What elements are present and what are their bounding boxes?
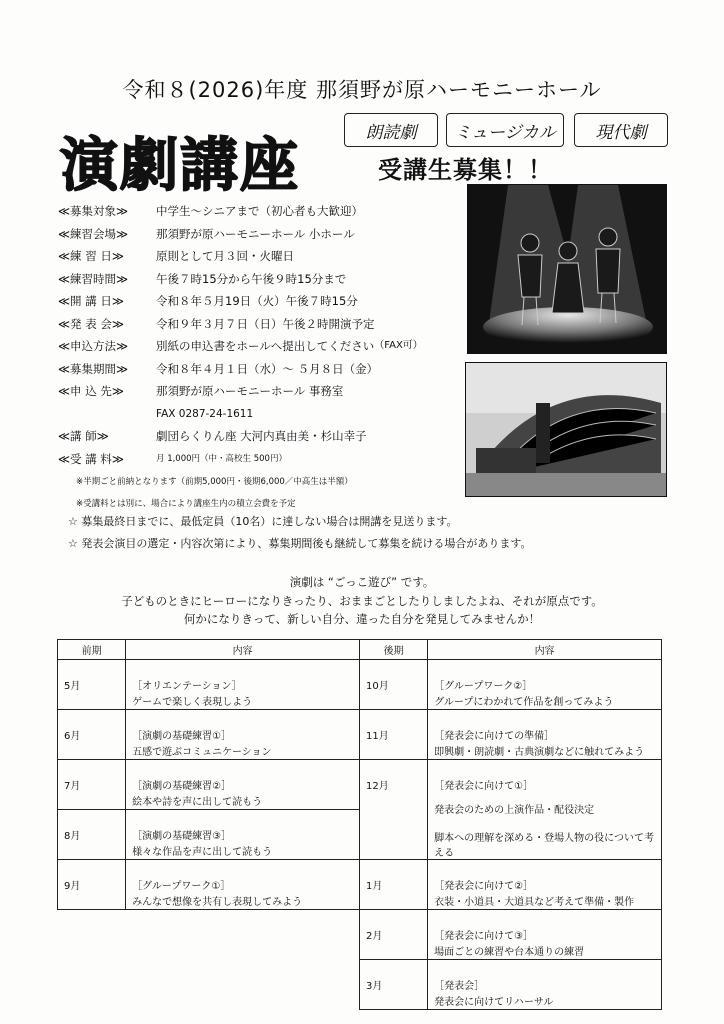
- info-row: [58, 425, 468, 448]
- second-half-header: 後期: [359, 640, 427, 660]
- session-title: ［発表会に向けての準備］: [434, 731, 555, 742]
- fax-number: FAX 0287-24-1611: [156, 407, 254, 420]
- content-cell: [126, 810, 360, 860]
- info-label: ≪開 講 日≫: [58, 294, 124, 308]
- stage-illustration: [467, 184, 667, 354]
- continued-recruitment-notice: ☆ 発表会演目の選定・内容次第により、募集期間後も継続して募集を続ける場合があります。: [68, 537, 532, 550]
- main-title: 演劇講座: [60, 131, 301, 199]
- content-cell: [428, 660, 662, 710]
- info-fax-ok: （FAX可）: [374, 340, 423, 351]
- info-label: ≪講 師≫: [58, 429, 109, 443]
- session-title: ［グループワーク①］: [132, 881, 231, 892]
- session-desc: 五感で遊ぶコミュニケーション: [132, 747, 272, 758]
- recruitment-subtitle: 受講生募集！！: [378, 156, 553, 184]
- info-row: [58, 313, 468, 336]
- table-row: [58, 760, 662, 810]
- session-title: ［発表会］: [434, 981, 485, 992]
- info-value: 令和９年３月７日（日）午後２時開演予定: [156, 316, 375, 331]
- info-label: ≪申込方法≫: [58, 339, 129, 353]
- info-row: [58, 335, 468, 358]
- table-row: [58, 660, 662, 710]
- session-title: ［演劇の基礎練習②］: [132, 781, 232, 792]
- session-desc: ゲームで楽しく表現しよう: [132, 697, 253, 708]
- genre-badge-rodokugeki: 朗読劇: [344, 113, 438, 147]
- month-cell: 6月: [58, 710, 126, 760]
- info-row: [58, 380, 468, 403]
- session-title: ［発表会に向けて①］: [434, 781, 534, 792]
- session-desc: 絵本や詩を声に出して読もう: [132, 797, 263, 808]
- session-desc: 即興劇・朗読劇・古典演劇などに触れてみよう: [434, 747, 645, 758]
- actors-on-stage-image: [468, 185, 666, 353]
- info-label: ≪募集対象≫: [58, 204, 129, 218]
- info-row: [58, 290, 468, 313]
- session-desc: 衣装・小道具・大道具など考えて準備・製作: [434, 897, 635, 908]
- table-row: [58, 910, 662, 960]
- month-cell: 2月: [359, 910, 427, 960]
- hall-photo: [465, 362, 667, 497]
- content-cell: [126, 860, 360, 910]
- session-title: ［発表会に向けて③］: [434, 931, 534, 942]
- session-desc: グループにわかれて作品を創ってみよう: [434, 697, 614, 708]
- info-label: [58, 403, 156, 426]
- info-value: 劇団らくりん座 大河内真由美・杉山幸子: [156, 429, 367, 443]
- extra-fee-note: ※受講料とは別に、場合により講座生内の積立会費を予定: [76, 498, 296, 509]
- header-title-line: 令和８(2026)年度 那須野が原ハーモニーホール: [122, 78, 602, 102]
- info-row: [58, 268, 468, 291]
- session-desc: 発表会のための上演作品・配役決定: [434, 805, 595, 816]
- content-cell: [428, 710, 662, 760]
- info-value: 午後７時15分から午後９時15分まで: [156, 271, 347, 286]
- content-cell: [428, 910, 662, 960]
- session-title: ［発表会に向けて②］: [434, 881, 534, 892]
- session-title: ［オリエンテーション］: [132, 681, 242, 692]
- month-cell: 12月: [359, 760, 427, 860]
- info-label: ≪練習時間≫: [58, 271, 129, 286]
- info-label: ≪練習会場≫: [58, 226, 129, 241]
- info-label: ≪発 表 会≫: [58, 316, 124, 331]
- empty-cell: [58, 910, 126, 960]
- session-desc: 様々な作品を声に出して読もう: [132, 847, 273, 858]
- genre-badge-gendaigeki: 現代劇: [574, 113, 668, 147]
- lead-line-1: 子どものときにヒーローになりきったり、おままごとしたりしましたよね、それが原点です。: [121, 594, 603, 608]
- month-cell: 7月: [58, 760, 126, 810]
- content-cell: [126, 710, 360, 760]
- content-header: 内容: [126, 640, 360, 660]
- info-value: 那須野が原ハーモニーホール 事務室: [156, 384, 344, 398]
- info-row: [58, 403, 468, 426]
- schedule-header-row: [58, 640, 662, 660]
- session-desc: 場面ごとの練習や台本通りの練習: [434, 947, 585, 958]
- table-row: [58, 710, 662, 760]
- month-cell: 11月: [359, 710, 427, 760]
- info-row: [58, 200, 468, 223]
- info-value: 令和８年４月１日（水）～ ５月８日（金）: [156, 361, 379, 376]
- info-label: ≪募集期間≫: [58, 361, 129, 376]
- month-cell: 9月: [58, 860, 126, 910]
- harmony-hall-building-image: [466, 363, 666, 496]
- month-cell: 1月: [359, 860, 427, 910]
- content-cell: [428, 960, 662, 1010]
- content-cell: [126, 660, 360, 710]
- table-row: [58, 960, 662, 1010]
- month-cell: 5月: [58, 660, 126, 710]
- month-cell: 10月: [359, 660, 427, 710]
- info-value: 那須野が原ハーモニーホール 小ホール: [156, 226, 355, 241]
- session-desc: 脚本への理解を深める・登場人物の役について考える: [434, 833, 654, 859]
- content-cell: [428, 760, 662, 860]
- info-label: ≪練 習 日≫: [58, 249, 124, 263]
- month-cell: 8月: [58, 810, 126, 860]
- session-desc: 発表会に向けてリハーサル: [434, 997, 554, 1008]
- content-header: 内容: [428, 640, 662, 660]
- schedule-table: [57, 639, 662, 1010]
- genre-badge-musical: ミュージカル: [446, 113, 564, 147]
- course-info-list: [58, 200, 468, 515]
- first-half-header: 前期: [58, 640, 126, 660]
- lead-headline: 演劇は “ごっこ遊び” です。: [289, 575, 435, 589]
- month-cell: 3月: [359, 960, 427, 1010]
- session-title: ［演劇の基礎練習③］: [132, 831, 232, 842]
- content-cell: [126, 760, 360, 810]
- info-value: 中学生～シニアまで（初心者も大歓迎）: [156, 204, 363, 218]
- empty-cell: [126, 910, 360, 960]
- info-label: ≪受 講 料≫: [58, 451, 124, 466]
- empty-cell: [58, 960, 126, 1010]
- session-title: ［グループワーク②］: [434, 681, 533, 692]
- table-row: [58, 860, 662, 910]
- session-title: ［演劇の基礎練習①］: [132, 731, 232, 742]
- content-cell: [428, 860, 662, 910]
- fee-value: 月 1,000円（中・高校生 500円）: [156, 453, 287, 464]
- info-row: [58, 358, 468, 381]
- fee-note: ※半期ごと前納となります（前期5,000円・後期6,000／中高生は半額）: [76, 476, 353, 487]
- session-desc: みんなで想像を共有し表現してみよう: [132, 897, 303, 908]
- minimum-enrollment-notice: ☆ 募集最終日までに、最低定員（10名）に達しない場合は開講を見送ります。: [68, 515, 458, 528]
- info-value: 令和８年５月19日（火）午後７時15分: [156, 294, 358, 308]
- empty-cell: [126, 960, 360, 1010]
- info-value: 原則として月３回・火曜日: [156, 249, 294, 263]
- info-value: 別紙の申込書をホールへ提出してください: [156, 339, 375, 353]
- info-row: [58, 245, 468, 268]
- info-row: [58, 223, 468, 246]
- info-row: [58, 448, 468, 471]
- info-label: ≪申 込 先≫: [58, 384, 124, 398]
- lead-line-2: 何かになりきって、新しい自分、違った自分を発見してみませんか！: [183, 612, 541, 626]
